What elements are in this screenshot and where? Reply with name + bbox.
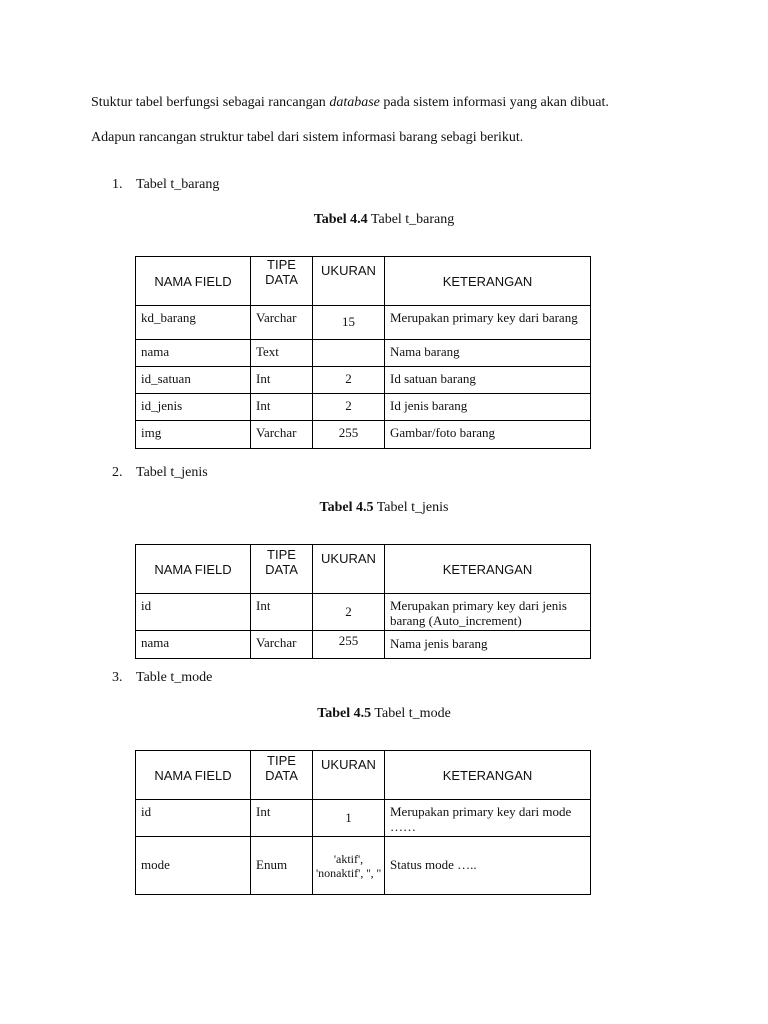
header-ukuran: UKURAN bbox=[313, 545, 385, 594]
header-nama-field: NAMA FIELD bbox=[136, 545, 251, 594]
cell-type: Text bbox=[251, 340, 313, 367]
header-tipe-data: TIPE DATA bbox=[251, 545, 313, 594]
cell-field: nama bbox=[136, 340, 251, 367]
table-2-caption bbox=[0, 499, 768, 517]
intro-italic-database: database bbox=[329, 95, 380, 110]
cell-desc: Merupakan primary key dari jenis barang (Auto_increment) bbox=[385, 594, 591, 631]
cell-type: Int bbox=[251, 800, 313, 837]
section-1-number: 1. bbox=[112, 177, 123, 192]
table-1-caption-text: Tabel t_barang bbox=[367, 212, 455, 227]
intro-paragraph-2: Adapun rancangan struktur tabel dari sistem informasi barang sebagi berikut. bbox=[91, 130, 524, 145]
table-3-caption bbox=[0, 705, 768, 723]
section-2-number: 2. bbox=[112, 465, 123, 480]
cell-type: Int bbox=[251, 367, 313, 394]
table-t-mode bbox=[135, 750, 591, 895]
cell-size: 1 bbox=[313, 800, 385, 837]
cell-type: Varchar bbox=[251, 306, 313, 340]
cell-size bbox=[313, 340, 385, 367]
cell-size: 255 bbox=[313, 631, 385, 659]
table-header-row bbox=[136, 751, 591, 800]
cell-field: id bbox=[136, 800, 251, 837]
section-3-number: 3. bbox=[112, 670, 123, 685]
table-3-caption-text: Tabel t_mode bbox=[371, 706, 451, 721]
cell-type: Varchar bbox=[251, 631, 313, 659]
table-row bbox=[136, 394, 591, 421]
cell-type: Varchar bbox=[251, 421, 313, 449]
cell-type: Enum bbox=[251, 837, 313, 895]
header-tipe-data: TIPE DATA bbox=[251, 751, 313, 800]
table-header-row bbox=[136, 257, 591, 306]
intro-text-before: Stuktur tabel berfungsi sebagai rancangan bbox=[91, 95, 330, 110]
cell-desc: Id satuan barang bbox=[385, 367, 591, 394]
header-tipe-data: TIPE DATA bbox=[251, 257, 313, 306]
table-2-caption-label: Tabel 4.5 bbox=[319, 500, 374, 515]
table-header-row bbox=[136, 545, 591, 594]
table-row bbox=[136, 421, 591, 449]
cell-size: 2 bbox=[313, 394, 385, 421]
cell-field: id bbox=[136, 594, 251, 631]
section-2-title: Tabel t_jenis bbox=[136, 465, 208, 480]
table-t-jenis bbox=[135, 544, 591, 659]
table-row bbox=[136, 594, 591, 631]
cell-size: 255 bbox=[313, 421, 385, 449]
cell-type: Int bbox=[251, 394, 313, 421]
table-1-caption bbox=[0, 211, 768, 229]
cell-desc: Merupakan primary key dari barang bbox=[385, 306, 591, 340]
header-keterangan: KETERANGAN bbox=[385, 257, 591, 306]
section-1-heading bbox=[112, 176, 219, 194]
cell-desc: Gambar/foto barang bbox=[385, 421, 591, 449]
cell-size: 2 bbox=[313, 367, 385, 394]
header-nama-field: NAMA FIELD bbox=[136, 751, 251, 800]
cell-desc: Nama jenis barang bbox=[385, 631, 591, 659]
cell-desc: Status mode ….. bbox=[385, 837, 591, 895]
cell-field: id_satuan bbox=[136, 367, 251, 394]
table-2-caption-text: Tabel t_jenis bbox=[373, 500, 449, 515]
header-ukuran: UKURAN bbox=[313, 751, 385, 800]
table-row bbox=[136, 837, 591, 895]
section-2-heading bbox=[112, 464, 208, 482]
section-3-title: Table t_mode bbox=[136, 670, 213, 685]
section-1-title: Tabel t_barang bbox=[136, 177, 220, 192]
table-row bbox=[136, 800, 591, 837]
cell-field: mode bbox=[136, 837, 251, 895]
table-row bbox=[136, 367, 591, 394]
header-keterangan: KETERANGAN bbox=[385, 545, 591, 594]
cell-size: 2 bbox=[313, 594, 385, 631]
table-row bbox=[136, 306, 591, 340]
cell-size: 15 bbox=[313, 306, 385, 340]
table-row bbox=[136, 631, 591, 659]
intro-paragraph-1 bbox=[91, 94, 609, 112]
header-nama-field: NAMA FIELD bbox=[136, 257, 251, 306]
table-1-caption-label: Tabel 4.4 bbox=[313, 212, 368, 227]
table-t-barang bbox=[135, 256, 591, 449]
cell-desc: Merupakan primary key dari mode …… bbox=[385, 800, 591, 837]
cell-field: kd_barang bbox=[136, 306, 251, 340]
header-keterangan: KETERANGAN bbox=[385, 751, 591, 800]
cell-field: id_jenis bbox=[136, 394, 251, 421]
table-3-caption-label: Tabel 4.5 bbox=[317, 706, 372, 721]
header-ukuran: UKURAN bbox=[313, 257, 385, 306]
cell-field: nama bbox=[136, 631, 251, 659]
cell-field: img bbox=[136, 421, 251, 449]
cell-desc: Nama barang bbox=[385, 340, 591, 367]
section-3-heading bbox=[112, 669, 212, 687]
cell-desc: Id jenis barang bbox=[385, 394, 591, 421]
table-row bbox=[136, 340, 591, 367]
cell-size: 'aktif', 'nonaktif', '', '' bbox=[313, 837, 385, 895]
cell-type: Int bbox=[251, 594, 313, 631]
intro-text-after: pada sistem informasi yang akan dibuat. bbox=[379, 95, 609, 110]
